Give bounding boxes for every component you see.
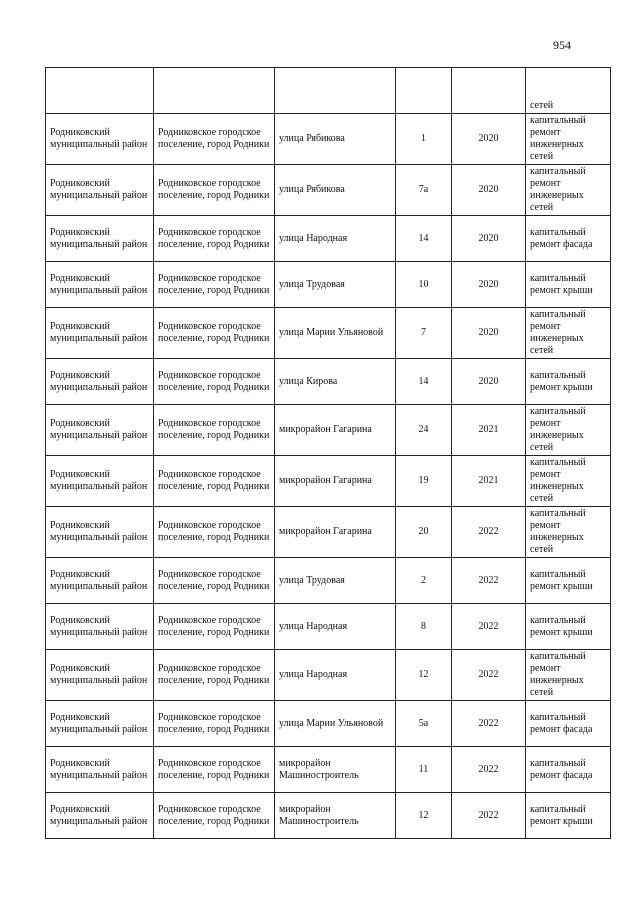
year-cell: 2022 — [452, 604, 526, 650]
table-row — [46, 114, 611, 165]
district-cell: Родниковский муниципальный район — [46, 507, 154, 558]
settlement-cell: Родниковское городское поселение, город Родники — [154, 650, 275, 701]
work-type-cell: капитальный ремонт инженерных сетей — [526, 114, 611, 165]
table-row — [46, 793, 611, 839]
table-row — [46, 405, 611, 456]
work-type-cell: капитальный ремонт фасада — [526, 216, 611, 262]
year-cell — [452, 68, 526, 114]
year-cell: 2021 — [452, 456, 526, 507]
district-cell: Родниковский муниципальный район — [46, 165, 154, 216]
table-row — [46, 507, 611, 558]
street-cell: улица Рябикова — [275, 165, 396, 216]
house-cell: 7а — [396, 165, 452, 216]
house-cell: 12 — [396, 793, 452, 839]
street-cell: улица Марии Ульяновой — [275, 701, 396, 747]
work-type-cell: капитальный ремонт крыши — [526, 793, 611, 839]
street-cell: улица Рябикова — [275, 114, 396, 165]
district-cell: Родниковский муниципальный район — [46, 558, 154, 604]
table-row — [46, 216, 611, 262]
settlement-cell: Родниковское городское поселение, город Родники — [154, 165, 275, 216]
table-row — [46, 701, 611, 747]
settlement-cell: Родниковское городское поселение, город Родники — [154, 558, 275, 604]
table-row — [46, 308, 611, 359]
settlement-cell: Родниковское городское поселение, город Родники — [154, 216, 275, 262]
work-type-cell: сетей — [526, 68, 611, 114]
house-cell: 8 — [396, 604, 452, 650]
year-cell: 2022 — [452, 507, 526, 558]
house-cell: 12 — [396, 650, 452, 701]
street-cell: микрорайон Гагарина — [275, 456, 396, 507]
house-cell: 7 — [396, 308, 452, 359]
work-type-cell: капитальный ремонт инженерных сетей — [526, 507, 611, 558]
work-type-cell: капитальный ремонт крыши — [526, 359, 611, 405]
settlement-cell: Родниковское городское поселение, город Родники — [154, 262, 275, 308]
table-row — [46, 359, 611, 405]
street-cell — [275, 68, 396, 114]
house-cell: 1 — [396, 114, 452, 165]
work-type-cell: капитальный ремонт фасада — [526, 747, 611, 793]
street-cell: улица Трудовая — [275, 558, 396, 604]
year-cell: 2022 — [452, 793, 526, 839]
house-cell: 11 — [396, 747, 452, 793]
house-cell: 10 — [396, 262, 452, 308]
street-cell: улица Народная — [275, 604, 396, 650]
table-row — [46, 604, 611, 650]
work-type-cell: капитальный ремонт фасада — [526, 701, 611, 747]
settlement-cell: Родниковское городское поселение, город Родники — [154, 405, 275, 456]
district-cell: Родниковский муниципальный район — [46, 359, 154, 405]
district-cell: Родниковский муниципальный район — [46, 793, 154, 839]
settlement-cell: Родниковское городское поселение, город Родники — [154, 114, 275, 165]
street-cell: микрорайон Гагарина — [275, 405, 396, 456]
year-cell: 2020 — [452, 262, 526, 308]
street-cell: микрорайон Машиностроитель — [275, 747, 396, 793]
house-cell: 14 — [396, 216, 452, 262]
year-cell: 2020 — [452, 216, 526, 262]
year-cell: 2022 — [452, 650, 526, 701]
district-cell: Родниковский муниципальный район — [46, 456, 154, 507]
table-row — [46, 650, 611, 701]
year-cell: 2020 — [452, 165, 526, 216]
work-type-cell: капитальный ремонт инженерных сетей — [526, 308, 611, 359]
table-row — [46, 262, 611, 308]
settlement-cell: Родниковское городское поселение, город Родники — [154, 456, 275, 507]
year-cell: 2022 — [452, 558, 526, 604]
settlement-cell: Родниковское городское поселение, город Родники — [154, 308, 275, 359]
repair-schedule-table — [45, 67, 611, 839]
year-cell: 2022 — [452, 701, 526, 747]
table-body — [46, 68, 611, 839]
house-cell: 5а — [396, 701, 452, 747]
work-type-cell: капитальный ремонт крыши — [526, 262, 611, 308]
street-cell: улица Народная — [275, 650, 396, 701]
house-cell: 20 — [396, 507, 452, 558]
settlement-cell: Родниковское городское поселение, город Родники — [154, 359, 275, 405]
year-cell: 2020 — [452, 114, 526, 165]
year-cell: 2020 — [452, 359, 526, 405]
work-type-cell: капитальный ремонт инженерных сетей — [526, 165, 611, 216]
district-cell: Родниковский муниципальный район — [46, 114, 154, 165]
settlement-cell: Родниковское городское поселение, город Родники — [154, 793, 275, 839]
district-cell: Родниковский муниципальный район — [46, 262, 154, 308]
district-cell: Родниковский муниципальный район — [46, 650, 154, 701]
settlement-cell: Родниковское городское поселение, город Родники — [154, 507, 275, 558]
year-cell: 2021 — [452, 405, 526, 456]
district-cell: Родниковский муниципальный район — [46, 308, 154, 359]
work-type-cell: капитальный ремонт инженерных сетей — [526, 405, 611, 456]
work-type-cell: капитальный ремонт крыши — [526, 604, 611, 650]
settlement-cell: Родниковское городское поселение, город Родники — [154, 747, 275, 793]
page-number: 954 — [553, 38, 571, 52]
house-cell: 24 — [396, 405, 452, 456]
street-cell: улица Марии Ульяновой — [275, 308, 396, 359]
district-cell — [46, 68, 154, 114]
house-cell: 19 — [396, 456, 452, 507]
house-cell: 14 — [396, 359, 452, 405]
house-cell: 2 — [396, 558, 452, 604]
street-cell: улица Трудовая — [275, 262, 396, 308]
street-cell: микрорайон Машиностроитель — [275, 793, 396, 839]
district-cell: Родниковский муниципальный район — [46, 604, 154, 650]
year-cell: 2020 — [452, 308, 526, 359]
district-cell: Родниковский муниципальный район — [46, 216, 154, 262]
street-cell: микрорайон Гагарина — [275, 507, 396, 558]
table-row — [46, 165, 611, 216]
work-type-cell: капитальный ремонт инженерных сетей — [526, 456, 611, 507]
work-type-cell: капитальный ремонт крыши — [526, 558, 611, 604]
settlement-cell: Родниковское городское поселение, город Родники — [154, 701, 275, 747]
district-cell: Родниковский муниципальный район — [46, 701, 154, 747]
table-row — [46, 558, 611, 604]
settlement-cell: Родниковское городское поселение, город Родники — [154, 604, 275, 650]
settlement-cell — [154, 68, 275, 114]
continuation-row — [46, 68, 611, 114]
work-type-cell: капитальный ремонт инженерных сетей — [526, 650, 611, 701]
street-cell: улица Народная — [275, 216, 396, 262]
district-cell: Родниковский муниципальный район — [46, 747, 154, 793]
table-row — [46, 747, 611, 793]
table-row — [46, 456, 611, 507]
year-cell: 2022 — [452, 747, 526, 793]
street-cell: улица Кирова — [275, 359, 396, 405]
district-cell: Родниковский муниципальный район — [46, 405, 154, 456]
house-cell — [396, 68, 452, 114]
